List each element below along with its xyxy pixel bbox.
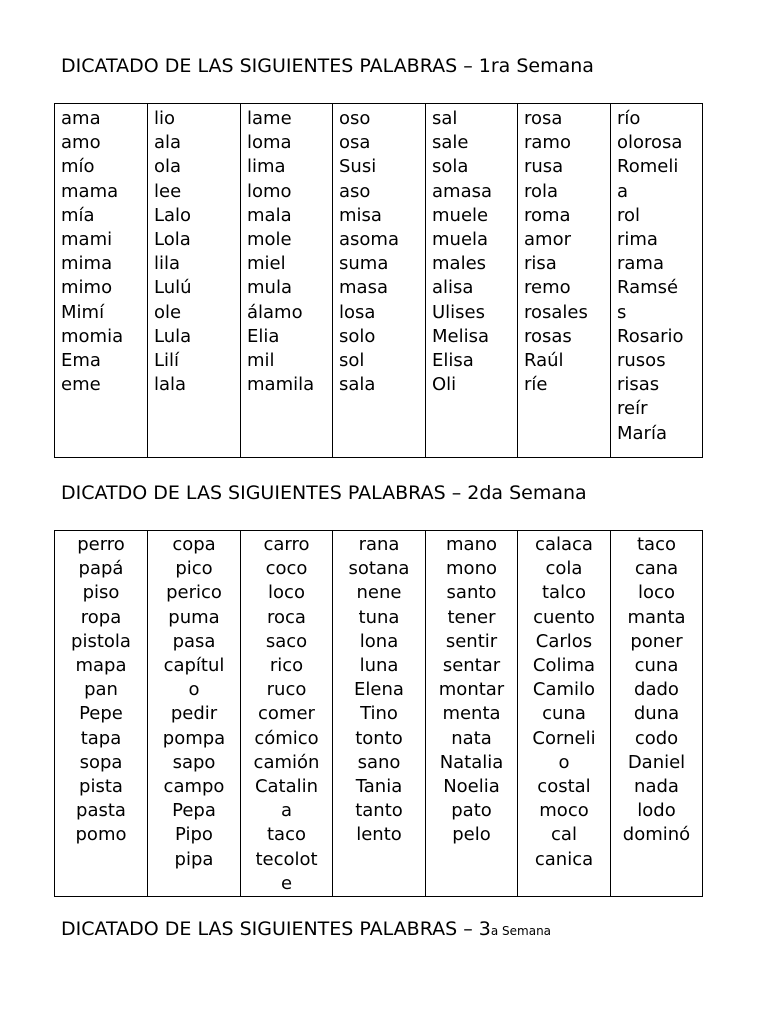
- word-item: pasta: [76, 800, 126, 822]
- word-item: Lola: [154, 229, 191, 251]
- word-item: mío: [61, 156, 95, 178]
- word-item: rosas: [524, 325, 572, 347]
- word-item: lila: [154, 253, 181, 275]
- word-item: losa: [339, 301, 376, 323]
- word-item: pico: [175, 558, 213, 580]
- word-item: a: [280, 800, 293, 822]
- word-item: Colima: [532, 655, 596, 677]
- week2-heading: [61, 481, 587, 505]
- week2-column-2-words: [148, 531, 240, 872]
- word-item: risas: [617, 374, 660, 396]
- word-item: cola: [545, 558, 583, 580]
- word-item: pista: [79, 776, 123, 798]
- word-item: mamila: [247, 374, 315, 396]
- word-item: lomo: [247, 180, 292, 202]
- word-item: nene: [356, 582, 402, 604]
- word-item: mima: [61, 253, 113, 275]
- word-item: ruco: [266, 679, 307, 701]
- week2-column-2: [148, 531, 241, 897]
- week2-column-3: [241, 531, 333, 897]
- word-item: sale: [432, 132, 469, 154]
- week1-column-4-words: [333, 104, 425, 397]
- word-item: mala: [247, 204, 292, 226]
- word-item: calaca: [535, 534, 593, 555]
- week1-column-2: [148, 104, 241, 458]
- word-item: s: [617, 301, 627, 323]
- word-item: sapo: [172, 751, 216, 773]
- week2-column-7-words: [611, 531, 702, 848]
- word-item: talco: [542, 582, 586, 604]
- word-item: luna: [359, 655, 399, 677]
- word-item: Tania: [355, 776, 403, 798]
- word-item: suma: [339, 253, 389, 275]
- word-item: camión: [253, 751, 320, 773]
- word-item: codo: [634, 727, 679, 749]
- word-item: cal: [551, 824, 577, 846]
- word-item: Corneli: [532, 727, 596, 749]
- word-item: mula: [247, 277, 292, 299]
- word-item: cómico: [254, 727, 319, 749]
- word-item: rico: [269, 655, 304, 677]
- word-item: campo: [163, 776, 225, 798]
- week2-column-7: [611, 531, 703, 897]
- word-item: males: [432, 253, 487, 275]
- word-item: rosales: [524, 301, 588, 323]
- week1-column-6: [518, 104, 611, 458]
- word-item: mía: [61, 204, 95, 226]
- word-item: menta: [442, 703, 501, 725]
- week1-heading-text: DICATADO DE LAS SIGUIENTES PALABRAS – 1ra Semana: [61, 55, 594, 77]
- word-item: perico: [166, 582, 222, 604]
- word-item: Ulises: [432, 301, 486, 323]
- word-item: lento: [356, 824, 402, 846]
- week1-column-1-words: [55, 104, 147, 397]
- week2-column-3-words: [241, 531, 332, 896]
- week3-heading-suffix: a Semana: [490, 924, 552, 938]
- word-item: Susi: [339, 156, 377, 178]
- week1-column-3-words: [241, 104, 332, 397]
- word-item: pistola: [71, 630, 131, 652]
- word-item: lona: [359, 630, 399, 652]
- week2-word-table: [54, 530, 703, 897]
- word-item: nata: [451, 727, 492, 749]
- word-item: costal: [537, 776, 591, 798]
- week1-word-table: [54, 103, 703, 458]
- word-item: puma: [168, 606, 220, 628]
- word-item: ropa: [80, 606, 122, 628]
- word-item: Melisa: [432, 325, 490, 347]
- word-item: rola: [524, 180, 559, 202]
- word-item: tecolot: [255, 848, 318, 870]
- word-item: Carlos: [535, 630, 593, 652]
- word-item: tapa: [80, 727, 122, 749]
- word-item: río: [617, 108, 641, 129]
- word-item: lee: [154, 180, 182, 202]
- word-item: e: [280, 872, 293, 894]
- word-item: lio: [154, 108, 176, 129]
- word-item: reír: [617, 398, 648, 420]
- word-item: ríe: [524, 374, 548, 396]
- word-item: sal: [432, 108, 458, 129]
- week1-column-2-words: [148, 104, 240, 397]
- word-item: tuna: [358, 606, 400, 628]
- word-item: osa: [339, 132, 371, 154]
- week1-column-7-words: [611, 104, 702, 446]
- week2-column-1-words: [55, 531, 147, 848]
- word-item: amasa: [432, 180, 493, 202]
- week1-table-row: [55, 104, 703, 458]
- word-item: lala: [154, 374, 187, 396]
- word-item: oso: [339, 108, 371, 129]
- word-item: Pipo: [175, 824, 213, 846]
- week3-heading-text: DICATADO DE LAS SIGUIENTES PALABRAS – 3: [61, 918, 491, 940]
- word-item: sentir: [445, 630, 498, 652]
- word-item: ala: [154, 132, 182, 154]
- word-item: Lalo: [154, 204, 192, 226]
- week1-heading: [61, 54, 594, 78]
- word-item: canica: [534, 848, 594, 870]
- word-item: Pepe: [79, 703, 123, 725]
- word-item: tonto: [355, 727, 403, 749]
- word-item: dado: [634, 679, 679, 701]
- word-item: taco: [267, 824, 306, 846]
- word-item: Ema: [61, 350, 101, 372]
- word-item: roca: [267, 606, 306, 628]
- week1-column-1: [55, 104, 148, 458]
- word-item: rusos: [617, 350, 666, 372]
- word-item: Tino: [360, 703, 398, 725]
- word-item: mole: [247, 229, 292, 251]
- word-item: taco: [637, 534, 676, 555]
- week1-column-7: [611, 104, 703, 458]
- word-item: sotana: [348, 558, 410, 580]
- word-item: o: [188, 679, 200, 701]
- week3-heading: [61, 917, 551, 943]
- word-item: pan: [84, 679, 118, 701]
- word-item: alisa: [432, 277, 474, 299]
- word-item: nada: [634, 776, 679, 798]
- word-item: Daniel: [627, 751, 686, 773]
- word-item: rol: [617, 204, 641, 226]
- word-item: duna: [633, 703, 680, 725]
- word-item: muela: [432, 229, 489, 251]
- word-item: Catalin: [254, 776, 319, 798]
- word-item: misa: [339, 204, 382, 226]
- word-item: carro: [263, 534, 310, 555]
- word-item: cuna: [634, 655, 679, 677]
- word-item: Elisa: [432, 350, 474, 372]
- word-item: sopa: [79, 751, 123, 773]
- week2-column-6-words: [518, 531, 610, 872]
- word-item: pelo: [452, 824, 491, 846]
- word-item: Raúl: [524, 350, 564, 372]
- word-item: sano: [357, 751, 401, 773]
- word-item: manta: [627, 606, 686, 628]
- word-item: cuna: [542, 703, 586, 725]
- word-item: piso: [82, 582, 120, 604]
- word-item: capítul: [163, 655, 225, 677]
- week1-column-3: [241, 104, 333, 458]
- word-item: mil: [247, 350, 275, 372]
- week1-column-6-words: [518, 104, 610, 397]
- word-item: tanto: [355, 800, 403, 822]
- word-item: copa: [172, 534, 216, 555]
- word-item: Oli: [432, 374, 457, 396]
- word-item: mimo: [61, 277, 113, 299]
- word-item: aso: [339, 180, 371, 202]
- word-item: rana: [358, 534, 400, 555]
- word-item: montar: [438, 679, 505, 701]
- word-item: remo: [524, 277, 571, 299]
- word-item: mano: [446, 534, 497, 555]
- word-item: Elena: [354, 679, 404, 701]
- word-item: poner: [630, 630, 683, 652]
- word-item: pomo: [75, 824, 127, 846]
- week2-column-4: [333, 531, 426, 897]
- word-item: muele: [432, 204, 489, 226]
- word-item: santo: [446, 582, 497, 604]
- week1-column-5: [426, 104, 518, 458]
- word-item: Camilo: [532, 679, 596, 701]
- word-item: tener: [447, 606, 496, 628]
- word-item: álamo: [247, 301, 303, 323]
- word-item: momia: [61, 325, 124, 347]
- word-item: sala: [339, 374, 376, 396]
- word-item: Ramsé: [617, 277, 679, 299]
- word-item: pedir: [170, 703, 218, 725]
- word-item: Pepa: [172, 800, 216, 822]
- word-item: rusa: [524, 156, 564, 178]
- word-item: pato: [451, 800, 492, 822]
- word-item: risa: [524, 253, 557, 275]
- word-item: Lulú: [154, 277, 192, 299]
- word-item: lame: [247, 108, 292, 129]
- word-item: rima: [617, 229, 658, 251]
- word-item: loco: [638, 582, 675, 604]
- word-item: amor: [524, 229, 571, 251]
- word-item: pompa: [162, 727, 226, 749]
- word-item: o: [558, 751, 570, 773]
- word-item: Natalia: [439, 751, 504, 773]
- word-item: ola: [154, 156, 182, 178]
- word-item: sola: [432, 156, 469, 178]
- word-item: loma: [247, 132, 292, 154]
- word-item: ama: [61, 108, 101, 129]
- word-item: Rosario: [617, 325, 684, 347]
- word-item: amo: [61, 132, 101, 154]
- week2-table-row: [55, 531, 703, 897]
- word-item: roma: [524, 204, 571, 226]
- word-item: pipa: [174, 848, 214, 870]
- word-item: María: [617, 422, 667, 444]
- word-item: rosa: [524, 108, 563, 129]
- word-item: olorosa: [617, 132, 683, 154]
- week2-column-1: [55, 531, 148, 897]
- week1-column-4: [333, 104, 426, 458]
- word-item: mapa: [75, 655, 127, 677]
- word-item: a: [617, 180, 629, 202]
- word-item: cana: [634, 558, 679, 580]
- word-item: comer: [258, 703, 315, 725]
- word-item: sol: [339, 350, 365, 372]
- week1-column-5-words: [426, 104, 517, 397]
- word-item: Elia: [247, 325, 280, 347]
- word-item: eme: [61, 374, 101, 396]
- word-item: Noelia: [443, 776, 500, 798]
- word-item: lodo: [637, 800, 676, 822]
- word-item: mama: [61, 180, 119, 202]
- word-item: asoma: [339, 229, 399, 251]
- word-item: rama: [617, 253, 664, 275]
- week2-column-5-words: [426, 531, 517, 848]
- word-item: pasa: [172, 630, 216, 652]
- word-item: solo: [339, 325, 376, 347]
- word-item: masa: [339, 277, 388, 299]
- word-item: sentar: [442, 655, 501, 677]
- week2-heading-text: DICATDO DE LAS SIGUIENTES PALABRAS – 2da Semana: [61, 482, 587, 504]
- word-item: dominó: [622, 824, 691, 846]
- word-item: mono: [446, 558, 497, 580]
- word-item: papá: [78, 558, 124, 580]
- week2-column-5: [426, 531, 518, 897]
- week2-column-6: [518, 531, 611, 897]
- word-item: moco: [539, 800, 589, 822]
- week2-column-4-words: [333, 531, 425, 848]
- word-item: ramo: [524, 132, 571, 154]
- word-item: Mimí: [61, 301, 105, 323]
- word-item: lima: [247, 156, 286, 178]
- word-item: Lula: [154, 325, 192, 347]
- word-item: ole: [154, 301, 182, 323]
- word-item: Romeli: [617, 156, 679, 178]
- word-item: loco: [268, 582, 305, 604]
- word-item: perro: [77, 534, 125, 555]
- word-item: coco: [265, 558, 308, 580]
- word-item: cuento: [533, 606, 595, 628]
- word-item: mami: [61, 229, 113, 251]
- word-item: saco: [265, 630, 308, 652]
- word-item: miel: [247, 253, 286, 275]
- word-item: Lilí: [154, 350, 180, 372]
